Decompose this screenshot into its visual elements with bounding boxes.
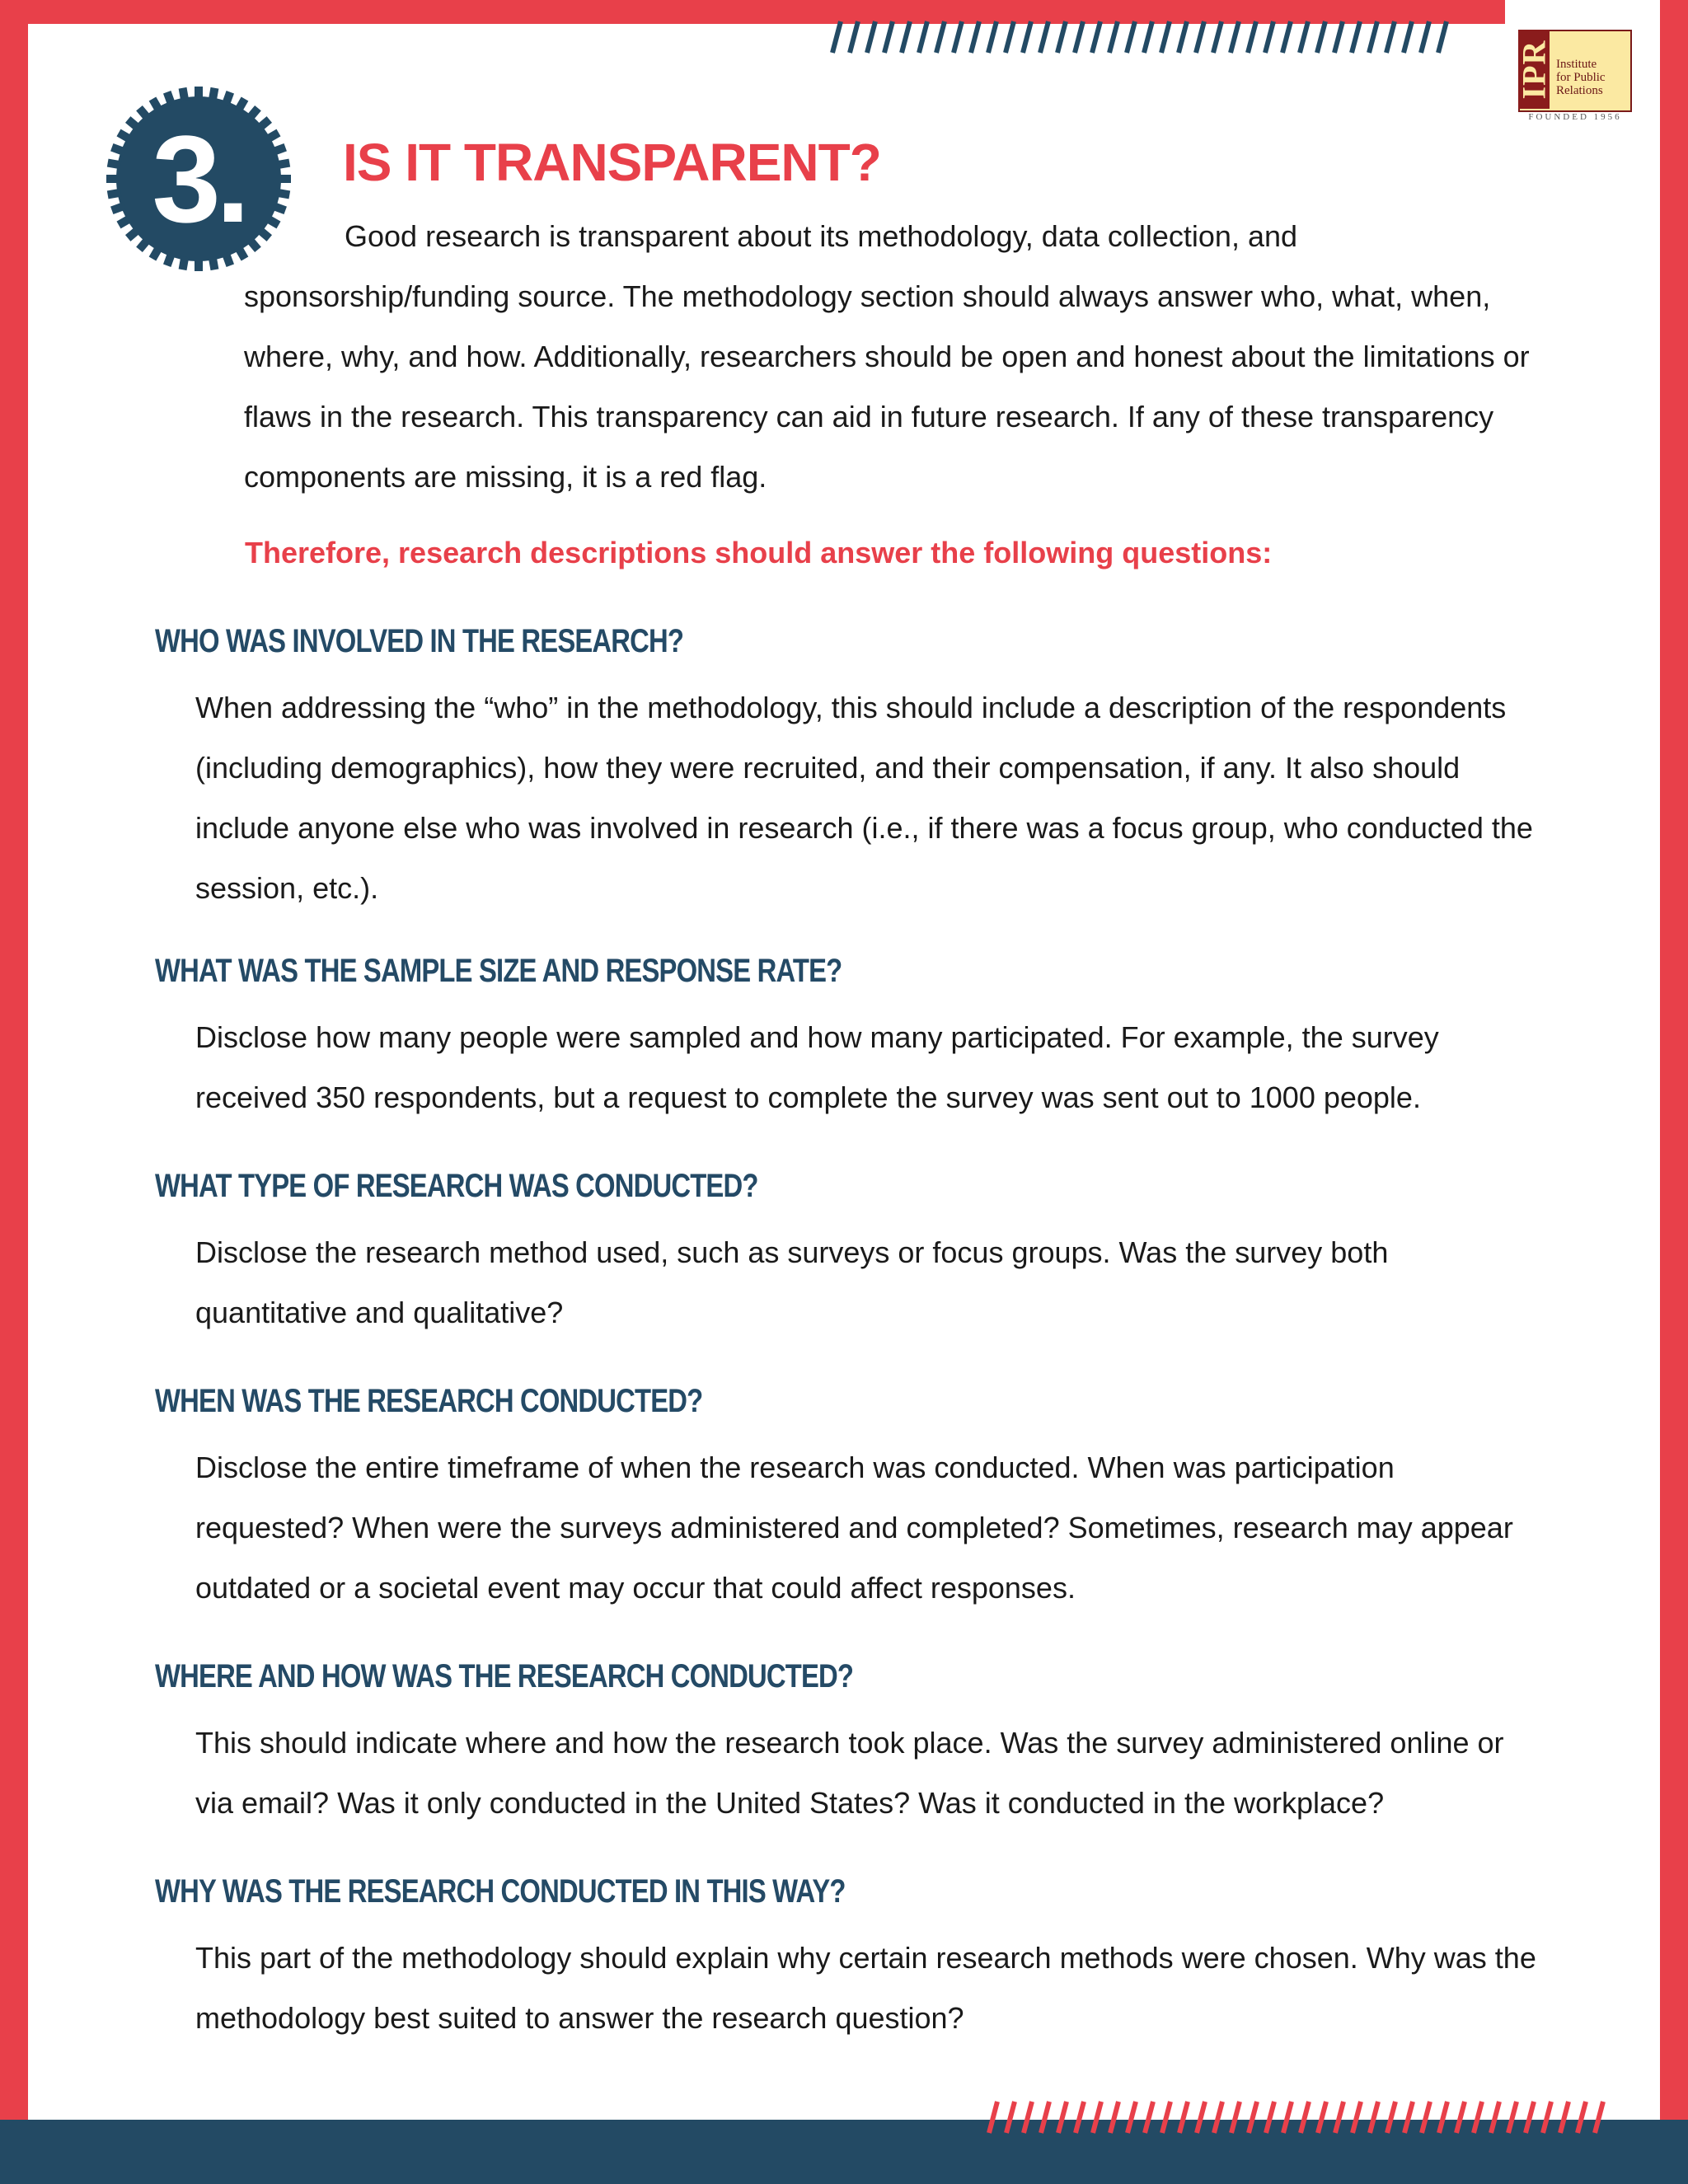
question-body-when: Disclose the entire timeframe of when the research was conducted. When was participation requested? When were the surveys administered and completed? Sometimes, research may appear outdated or a societal event may occur that could affect responses. [195, 1451, 1513, 1605]
section-lead: Therefore, research descriptions should answer the following questions: [245, 536, 1273, 569]
question-body-type: Disclose the research method used, such as surveys or focus groups. Was the survey both quantitative and qualitative? [195, 1235, 1389, 1329]
ipr-logo [1515, 30, 1632, 125]
question-body-why: This part of the methodology should explain why certain research methods were chosen. Why was the methodology best suited to answer the research question? [195, 1941, 1536, 2035]
section-intro: Good research is transparent about its methodology, data collection, and sponsorship/funding source. The methodology section should always answer who, what, when, where, why, and how. Additionally, researchers should be open and honest about the limitations or flaws in the research. This transparency can aid in future research. If any of these transparency components are missing, it is a red flag. [244, 219, 1530, 494]
question-heading-when: WHEN WAS THE RESEARCH CONDUCTED? [155, 1383, 703, 1419]
question-heading-where-how: WHERE AND HOW WAS THE RESEARCH CONDUCTED? [155, 1658, 854, 1694]
question-body-where-how: This should indicate where and how the research took place. Was the survey administered online or via email? Was it only conducted in the United States? Was it conducted in the workplace? [195, 1726, 1504, 1820]
question-body-sample-size: Disclose how many people were sampled and how many participated. For example, the survey received 350 respondents, but a request to complete the survey was sent out to 1000 people. [195, 1020, 1439, 1114]
question-heading-who: WHO WAS INVOLVED IN THE RESEARCH? [155, 623, 684, 659]
logo-name: Institute for Public Relations [1556, 58, 1606, 97]
decorative-stripes-bottom [981, 2098, 1615, 2136]
right-border [1660, 0, 1688, 2184]
logo-founded: FOUNDED 1956 [1528, 112, 1622, 122]
section-title: IS IT TRANSPARENT? [343, 133, 881, 192]
decorative-stripes-top [824, 18, 1459, 56]
left-border [0, 0, 28, 2184]
question-heading-sample-size: WHAT WAS THE SAMPLE SIZE AND RESPONSE RATE? [155, 953, 842, 989]
question-body-who: When addressing the “who” in the methodology, this should include a description of the respondents (including demographics), how they were recruited, and their compensation, if any. It also should include anyone else who was involved in research (i.e., if there was a focus group, who conducted the session, etc.). [195, 691, 1533, 905]
logo-mark: IPR [1518, 30, 1550, 109]
question-heading-type: WHAT TYPE OF RESEARCH WAS CONDUCTED? [155, 1168, 758, 1204]
section-number: 3. [152, 109, 246, 248]
question-heading-why: WHY WAS THE RESEARCH CONDUCTED IN THIS WAY? [155, 1873, 846, 1910]
